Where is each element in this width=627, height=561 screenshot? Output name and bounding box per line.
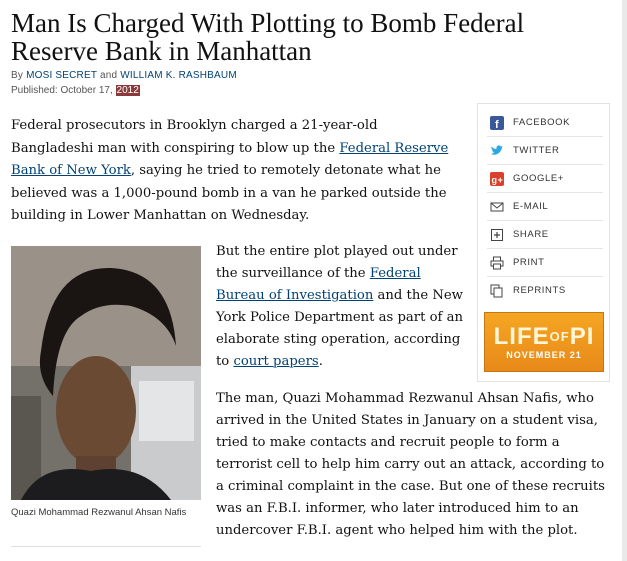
portrait-illustration <box>11 246 201 500</box>
suspect-photo <box>11 246 201 500</box>
print-label: PRINT <box>513 257 545 268</box>
ad-title-life: LIFE <box>493 323 550 350</box>
ad-date: NOVEMBER 21 <box>506 350 582 360</box>
author-link-1[interactable]: MOSI SECRET <box>26 70 97 81</box>
published-date <box>11 85 140 96</box>
svg-text:f: f <box>495 118 500 130</box>
ad-title <box>494 324 595 350</box>
twitter-icon <box>490 144 504 158</box>
share-icon <box>490 228 504 242</box>
email-label: E-MAIL <box>513 201 549 212</box>
facebook-button[interactable] <box>487 109 603 137</box>
twitter-button[interactable] <box>487 137 603 165</box>
article-headline: Man Is Charged With Plotting to Bomb Federal Reserve Bank in Manhattan <box>11 8 525 66</box>
page-scrollbar-edge <box>622 0 627 561</box>
life-of-pi-ad[interactable] <box>484 312 604 372</box>
p1-text-1: But the entire plot played out under the surveillance of the <box>216 244 458 281</box>
p1-text-3: . <box>318 354 323 369</box>
paragraph-2: The man, Quazi Mohammad Rezwanul Ahsan Nafis, who arrived in the United States in January on a student visa, tried to make contacts and recruit people to form a terrorist cell to help him carry out an attack, according to a criminal complaint in the case. But one of these recruits was an F.B.I. informer, who later introduced him to an undercover F.B.I. agent who helped him with the plot. <box>216 391 605 538</box>
share-label: SHARE <box>513 229 549 240</box>
byline <box>11 70 237 81</box>
reprints-label: REPRINTS <box>513 285 566 296</box>
author-link-2[interactable]: WILLIAM K. RASHBAUM <box>120 70 237 81</box>
fed-reserve-link[interactable]: Federal Reserve Bank of New York <box>11 140 449 178</box>
email-icon <box>490 200 504 214</box>
lead-paragraph <box>11 115 461 228</box>
byline-and: and <box>99 70 118 81</box>
google-plus-label: GOOGLE+ <box>513 173 564 184</box>
twitter-label: TWITTER <box>513 145 560 156</box>
print-icon <box>490 256 504 270</box>
p1-text-2: and the New York Police Department as part of an elaborate sting operation, according to <box>216 288 463 369</box>
facebook-icon <box>490 116 504 130</box>
byline-prefix: By <box>11 70 24 81</box>
lead-text-2: , saying he tried to remotely detonate what he believed was a 1,000-pound bomb in a van he parked outside the building in Lower Manhattan on Wednesday. <box>11 163 447 223</box>
photo-caption: Quazi Mohammad Rezwanul Ahsan Nafis <box>11 507 187 518</box>
caption-divider <box>11 546 201 547</box>
facebook-label: FACEBOOK <box>513 117 571 128</box>
lead-text-1: Federal prosecutors in Brooklyn charged a 21-year-old Bangladeshi man with conspiring to blow up the <box>11 118 378 156</box>
print-button[interactable] <box>487 249 603 277</box>
reprints-icon <box>490 284 504 298</box>
fbi-link[interactable]: Federal Bureau of Investigation <box>216 266 421 303</box>
google-plus-button[interactable] <box>487 165 603 193</box>
court-papers-link[interactable]: court papers <box>233 354 319 369</box>
ad-title-of: OF <box>549 329 570 344</box>
email-button[interactable] <box>487 193 603 221</box>
svg-text:g+: g+ <box>491 174 504 185</box>
google-plus-icon <box>490 172 504 186</box>
ad-title-pi: PI <box>569 323 595 350</box>
paragraph-1 <box>216 241 471 373</box>
published-year-highlight: 2012 <box>116 85 139 96</box>
published-label: Published: October 17, <box>11 85 113 96</box>
share-button[interactable] <box>487 221 603 249</box>
reprints-button[interactable] <box>487 277 603 304</box>
